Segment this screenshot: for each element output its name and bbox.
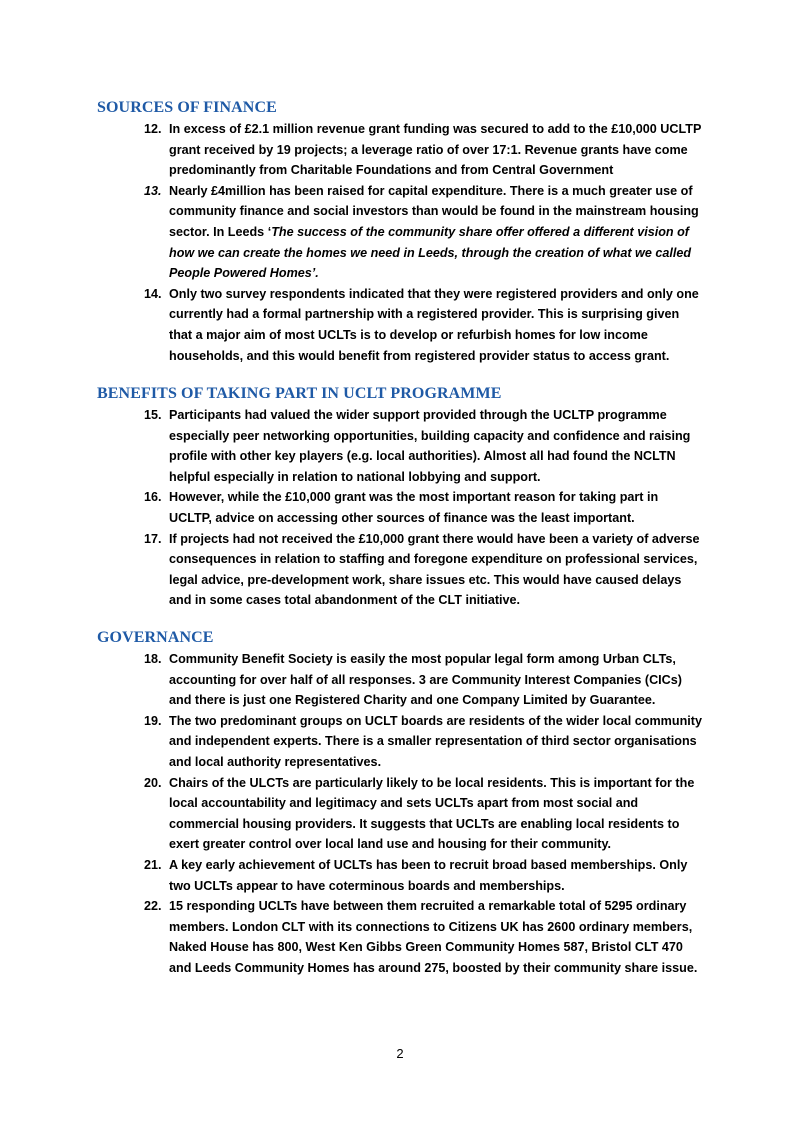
list-item — [97, 181, 704, 284]
item-number: 15. — [144, 408, 162, 422]
list-item — [97, 896, 704, 978]
page-number: 2 — [396, 1046, 404, 1061]
list-item — [97, 529, 704, 611]
item-number: 17. — [144, 531, 162, 546]
item-text: Only two survey respondents indicated that they were registered providers and only one currently had a formal partnership with a registered provider. This is surprising given that a major aim of most UCLTs is to develop or refurbish homes for low income households, and this would benefit from registered provider status to access grant. — [169, 286, 699, 363]
item-text: Participants had valued the wider support provided through the UCLTP programme especially peer networking opportunities, building capacity and confidence and raising profile with other key players (e.g. local authorities). Almost all had found the NCLTN helpful especially in relation to national lobbying and support. — [169, 408, 691, 484]
item-text: A key early achievement of UCLTs has been to recruit broad based memberships. Only two UCLTs appear to have coterminous boards and memberships. — [169, 857, 688, 893]
item-quote: The success of the community share offer offered a different vision of how we can create the homes we need in Leeds, through the creation of what we called People Powered Homes’. — [169, 224, 692, 281]
item-number: 19. — [144, 713, 162, 728]
item-text: The two predominant groups on UCLT boards are residents of the wider local community and independent experts. There is a smaller representation of third sector organisations and local authority representatives. — [169, 713, 702, 769]
item-number: 18. — [144, 652, 162, 666]
item-number: 13. — [144, 183, 162, 198]
list-item — [97, 711, 704, 773]
section-heading: SOURCES OF FINANCE — [97, 99, 277, 116]
list-item — [97, 773, 704, 855]
list-item — [97, 284, 704, 366]
item-text: Community Benefit Society is easily the most popular legal form among Urban CLTs, accounting for over half of all responses. 3 are Community Interest Companies (CICs) and there is just one Registered Charity and one Company Limited by Guarantee. — [169, 652, 682, 708]
item-text: Nearly £4million has been raised for capital expenditure. There is a much greater use of community finance and social investors than would be found in the mainstream housing sector. In Leeds ‘ — [169, 183, 699, 239]
item-list — [97, 649, 717, 979]
item-list — [97, 405, 717, 611]
item-text: If projects had not received the £10,000 grant there would have been a variety of adverse consequences in relation to staffing and foregone expenditure on professional services, legal advice, pre-development work, share issues etc. This would have caused delays and in some cases total abandonment of the CLT initiative. — [169, 531, 700, 608]
item-text: In excess of £2.1 million revenue grant funding was secured to add to the £10,000 UCLTP grant received by 19 projects; a leverage ratio of over 17:1. Revenue grants have come predominantly from Charitable Foundations and from Central Government — [169, 122, 702, 178]
item-number: 14. — [144, 286, 162, 301]
section-heading: BENEFITS OF TAKING PART IN UCLT PROGRAMME — [97, 385, 502, 402]
item-number: 12. — [144, 122, 162, 136]
list-item — [97, 119, 704, 181]
section-heading: GOVERNANCE — [97, 629, 214, 646]
item-number: 20. — [144, 775, 162, 790]
list-item — [97, 487, 704, 528]
item-number: 16. — [144, 490, 162, 505]
section-benefits — [97, 383, 717, 611]
section-sources-of-finance — [97, 97, 717, 366]
list-item — [97, 855, 704, 896]
item-text: Chairs of the ULCTs are particularly likely to be local residents. This is important for the local accountability and legitimacy and sets UCLTs apart from most social and commercial housing providers. It suggests that UCLTs are enabling local residents to exert greater control over local land use and housing for their community. — [169, 775, 695, 852]
item-text: However, while the £10,000 grant was the most important reason for taking part in UCLTP, advice on accessing other sources of finance was the least important. — [169, 490, 659, 525]
list-item — [97, 405, 704, 487]
item-number: 22. — [144, 899, 162, 914]
item-list — [97, 119, 717, 366]
section-governance — [97, 627, 717, 979]
item-number: 21. — [144, 857, 162, 872]
list-item — [97, 649, 704, 711]
item-text: 15 responding UCLTs have between them recruited a remarkable total of 5295 ordinary members. London CLT with its connections to Citizens UK has 2600 ordinary members, Naked House has 800, West Ken Gibbs Green Community Homes 587, Bristol CLT 470 and Leeds Community Homes has around 275, boosted by their community share issue. — [169, 899, 698, 975]
